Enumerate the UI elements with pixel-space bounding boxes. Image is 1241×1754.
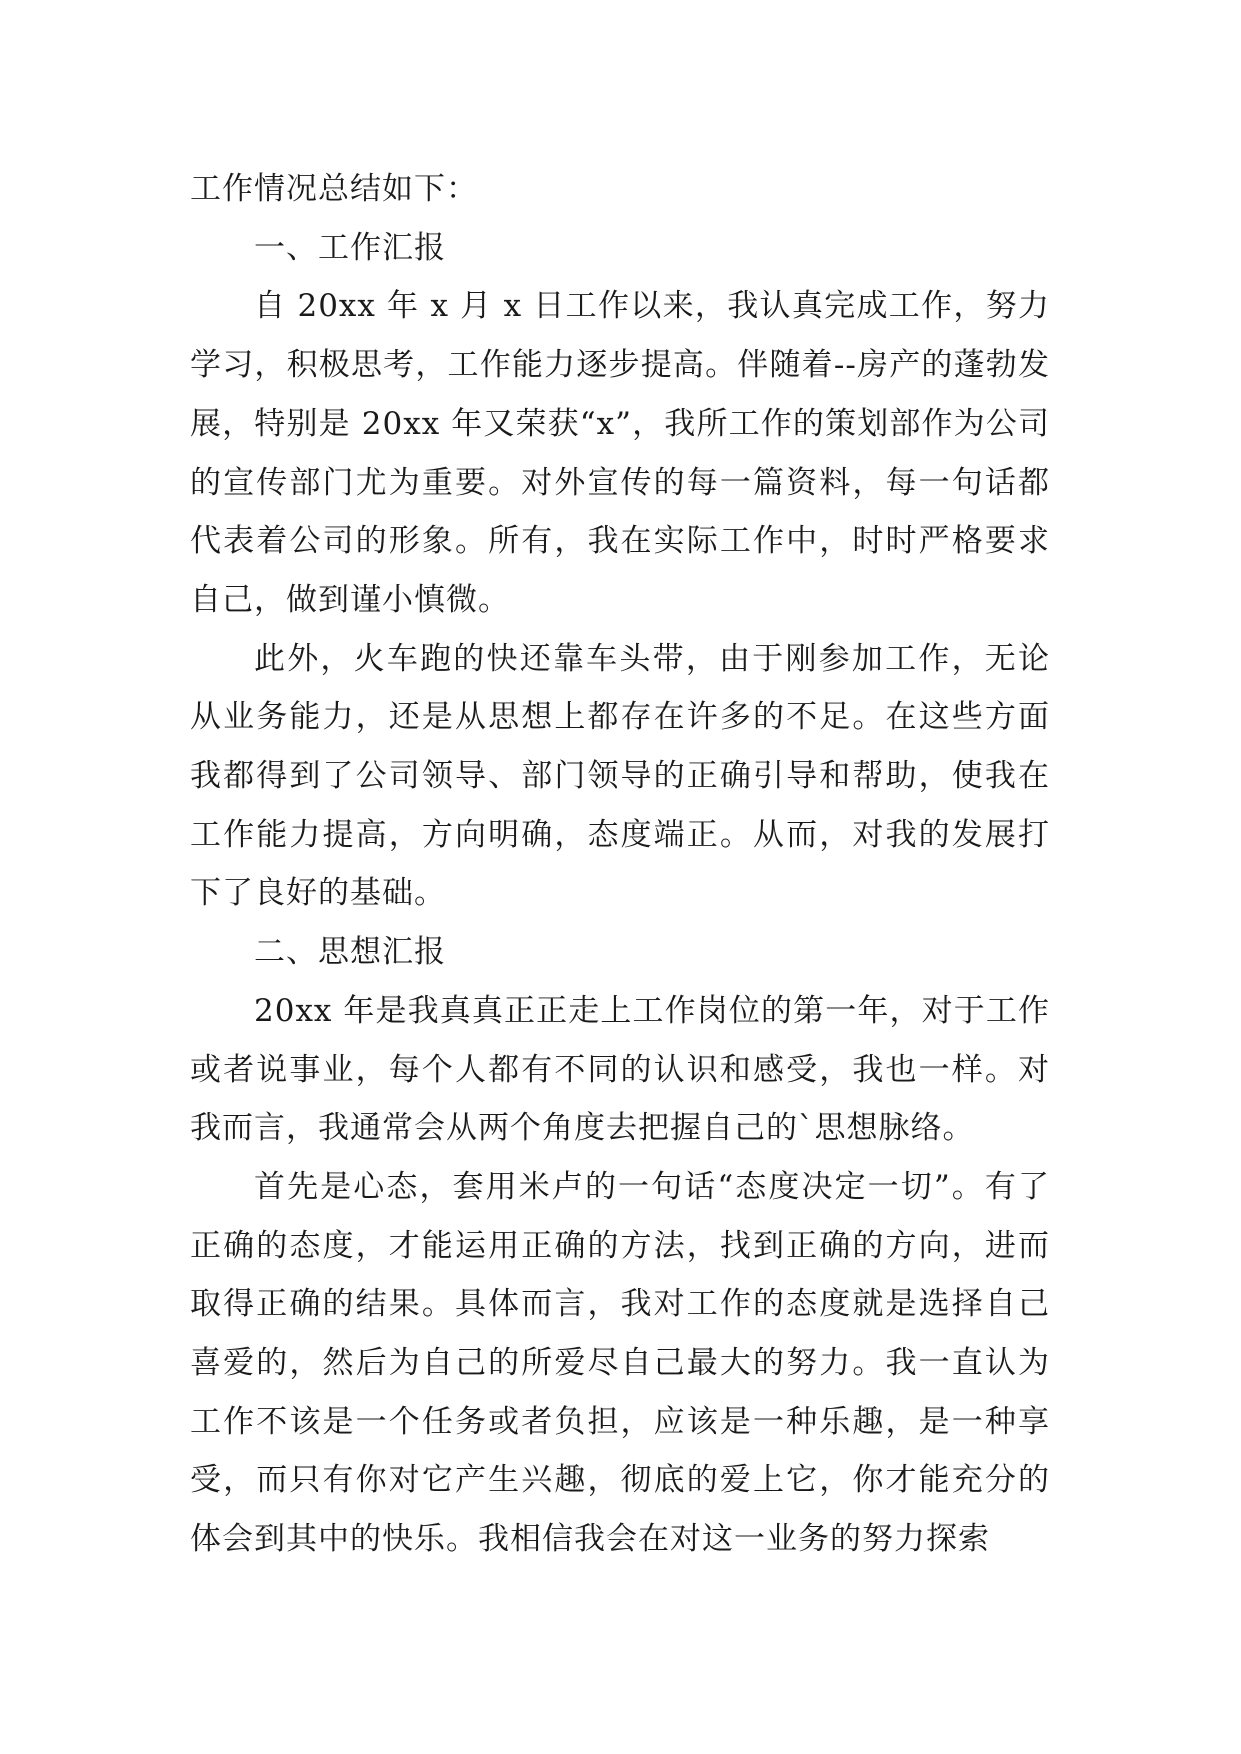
paragraph: 自 20xx 年 x 月 x 日工作以来，我认真完成工作，努力学习，积极思考，工作能力逐步提高。伴随着--房产的蓬勃发展，特别是 20xx 年又荣获“x”，我所工作的策划部作为公司的宣传部门尤为重要。对外宣传的每一篇资料，每一句话都代表着公司的形象。所有，我在实际工作中，时时严格要求自己，做到谨小慎微。 [190, 288, 1050, 618]
section-heading-thought-report: 二、思想汇报 [254, 934, 446, 971]
paragraph: 首先是心态，套用米卢的一句话“态度决定一切”。有了正确的态度，才能运用正确的方法，找到正确的方向，进而取得正确的结果。具体而言，我对工作的态度就是选择自己喜爱的，然后为自己的所爱尽自己最大的努力。我一直认为工作不该是一个任务或者负担，应该是一种乐趣，是一种享受，而只有你对它产生兴趣，彻底的爱上它，你才能充分的体会到其中的快乐。我相信我会在对这一业务的努力探索 [190, 1168, 1050, 1558]
section-heading-work-report: 一、工作汇报 [254, 229, 446, 266]
intro-line: 工作情况总结如下： [190, 171, 478, 207]
paragraph: 此外，火车跑的快还靠车头带，由于刚参加工作，无论从业务能力，还是从思想上都存在许多的不足。在这些方面我都得到了公司领导、部门领导的正确引导和帮助，使我在工作能力提高，方向明确，态度端正。从而，对我的发展打下了良好的基础。 [190, 640, 1050, 912]
paragraph: 20xx 年是我真真正正走上工作岗位的第一年，对于工作或者说事业，每个人都有不同的认识和感受，我也一样。对我而言，我通常会从两个角度去把握自己的`思想脉络。 [190, 992, 1050, 1147]
document-body [190, 160, 1050, 1569]
